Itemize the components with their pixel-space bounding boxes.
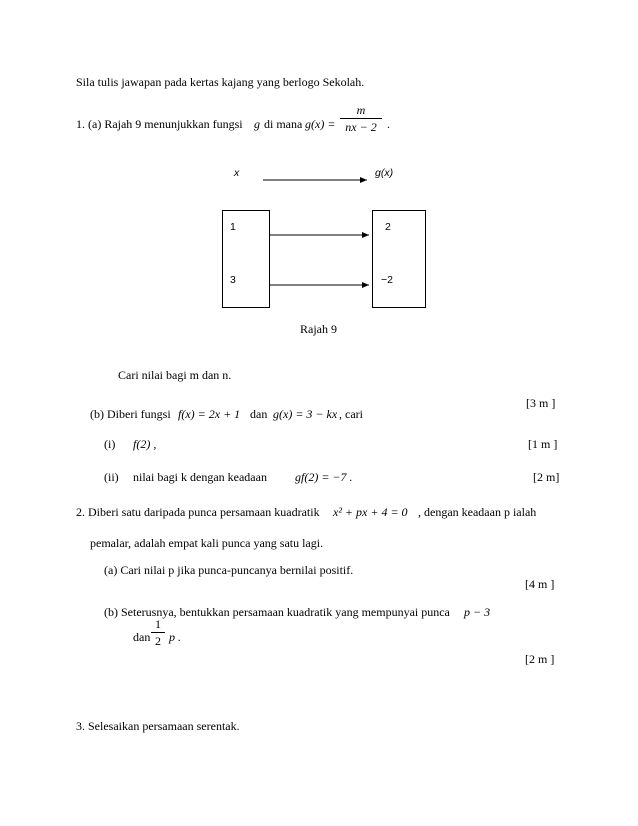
codomain-value-1: 2	[385, 221, 391, 233]
q1a-text: 1. (a) Rajah 9 menunjukkan fungsi	[76, 117, 243, 131]
domain-value-2: 3	[230, 274, 236, 286]
q1b-dan: dan	[250, 407, 268, 421]
q1b-i-marks: [1 m ]	[528, 437, 558, 451]
q2b-frac-num: 1	[155, 617, 161, 631]
q3-text: 3. Selesaikan persamaan serentak.	[76, 719, 240, 733]
q1b-g: g(x) = 3 − kx	[273, 407, 338, 421]
q1b-i-expr: f(2) ,	[133, 437, 157, 451]
diagram-label-gx: g(x)	[375, 167, 394, 179]
diagram-caption: Rajah 9	[300, 322, 337, 336]
q2b-expr: p − 3	[464, 605, 491, 619]
q2b-marks: [2 m ]	[525, 652, 555, 666]
q2b-frac-den: 2	[155, 634, 161, 648]
q2a-text: (a) Cari nilai p jika punca-puncanya bernilai positif.	[104, 563, 354, 577]
q1b-ii-text: nilai bagi k dengan keadaan	[133, 470, 267, 484]
instruction-text: Sila tulis jawapan pada kertas kajang yang berlogo Sekolah.	[76, 75, 365, 89]
q2-text1: 2. Diberi satu daripada punca persamaan kuadratik	[76, 505, 320, 519]
q1a-g: g	[254, 117, 260, 131]
q2-text1-end: , dengan keadaan p ialah	[418, 505, 537, 519]
q1b-ii-marks: [2 m]	[533, 470, 560, 484]
codomain-value-2: −2	[381, 274, 393, 286]
fraction-bar	[151, 632, 165, 633]
q1a-dimana: di mana	[264, 117, 303, 131]
q2a-marks: [4 m ]	[525, 577, 555, 591]
q2b-dan: dan	[133, 630, 151, 644]
q1b-ii-label: (ii)	[104, 470, 119, 484]
q1a-marks: [3 m ]	[526, 396, 556, 410]
codomain-box	[372, 210, 426, 308]
q2-equation: x² + px + 4 = 0	[333, 505, 408, 519]
q1b-text: (b) Diberi fungsi	[90, 407, 171, 421]
q2-text2: pemalar, adalah empat kali punca yang satu lagi.	[90, 536, 324, 550]
q1a-end: .	[387, 117, 390, 131]
q1b-f: f(x) = 2x + 1	[178, 407, 241, 421]
q1a-frac-num: m	[356, 103, 366, 117]
domain-value-1: 1	[230, 221, 236, 233]
q2b-fraction	[151, 617, 165, 648]
q1a-frac-den: nx − 2	[345, 120, 377, 134]
q2b-text: (b) Seterusnya, bentukkan persamaan kuadratik yang mempunyai punca	[104, 605, 450, 619]
q1b-i-label: (i)	[104, 437, 116, 451]
q2b-p: p .	[169, 630, 181, 644]
q1a-task: Cari nilai bagi m dan n.	[118, 368, 232, 382]
q1b-end: , cari	[339, 407, 363, 421]
q1a-func-lhs: g(x) =	[305, 117, 336, 131]
q1b-ii-expr: gf(2) = −7 .	[295, 470, 353, 484]
diagram-label-x: x	[234, 167, 240, 179]
